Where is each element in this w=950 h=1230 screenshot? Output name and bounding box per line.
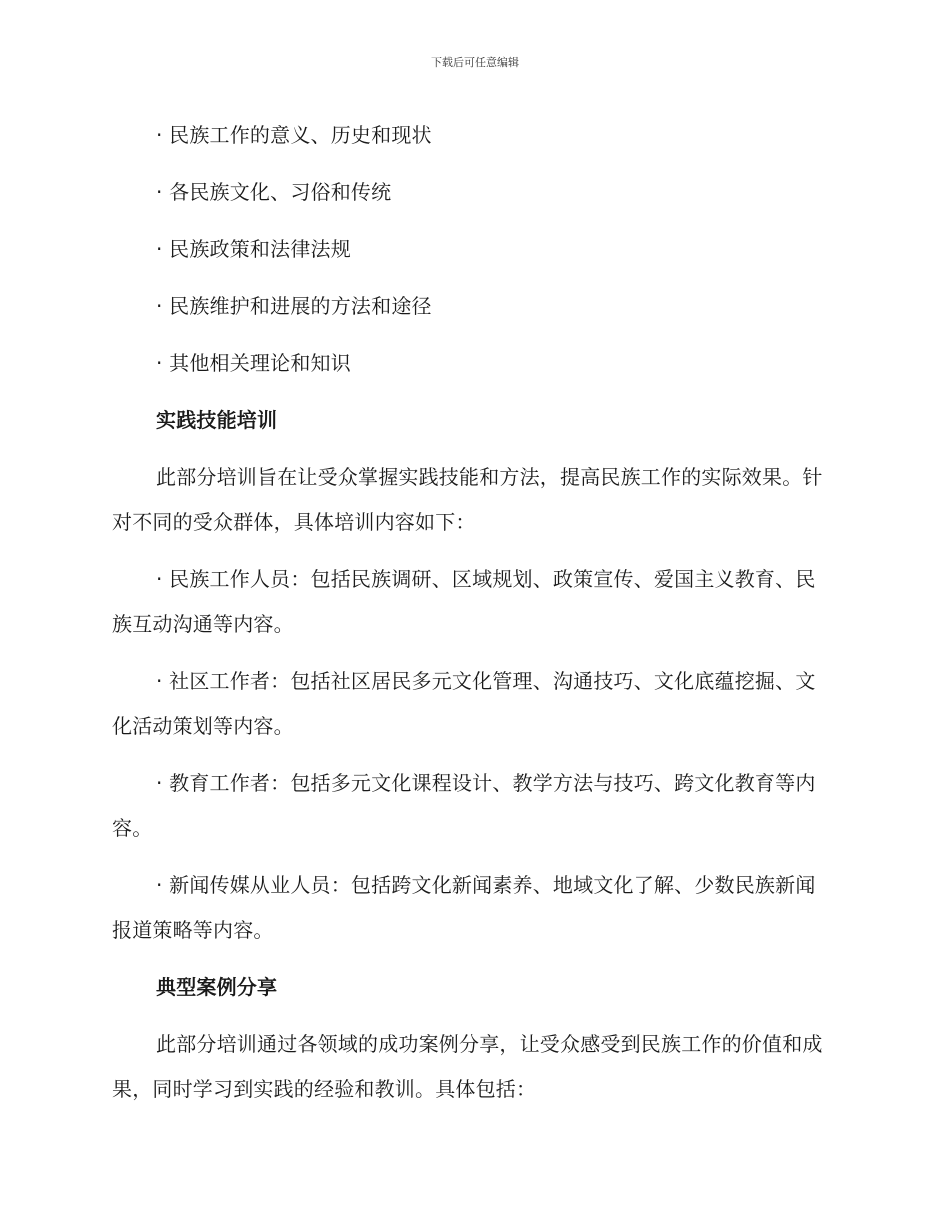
section-heading: 典型案例分享 xyxy=(156,975,278,999)
bullet-item: · 民族维护和进展的方法和途径 xyxy=(156,294,432,318)
body-paragraph: 此部分培训旨在让受众掌握实践技能和方法，提高民族工作的实际效果。针对不同的受众群体，具体培训内容如下： xyxy=(112,465,823,534)
bullet-item: · 民族工作的意义、历史和现状 xyxy=(156,123,432,147)
section-heading: 实践技能培训 xyxy=(156,408,278,432)
bullet-item: · 教育工作者：包括多元文化课程设计、教学方法与技巧、跨文化教育等内容。 xyxy=(112,771,816,840)
bullet-item: · 其他相关理论和知识 xyxy=(156,351,351,375)
bullet-item: · 社区工作者：包括社区居民多元文化管理、沟通技巧、文化底蕴挖掘、文化活动策划等内容。 xyxy=(112,669,816,738)
bullet-item: · 新闻传媒从业人员：包括跨文化新闻素养、地域文化了解、少数民族新闻报道策略等内容。 xyxy=(112,873,816,942)
bullet-item: · 各民族文化、习俗和传统 xyxy=(156,180,392,204)
body-paragraph: 此部分培训通过各领域的成功案例分享，让受众感受到民族工作的价值和成果，同时学习到实践的经验和教训。具体包括： xyxy=(112,1032,823,1101)
document-body xyxy=(112,113,832,1124)
bullet-item: · 民族政策和法律法规 xyxy=(156,237,351,261)
bullet-item: · 民族工作人员：包括民族调研、区域规划、政策宣传、爱国主义教育、民族互动沟通等内容。 xyxy=(112,567,816,636)
page-header: 下载后可任意编辑 xyxy=(431,56,519,69)
